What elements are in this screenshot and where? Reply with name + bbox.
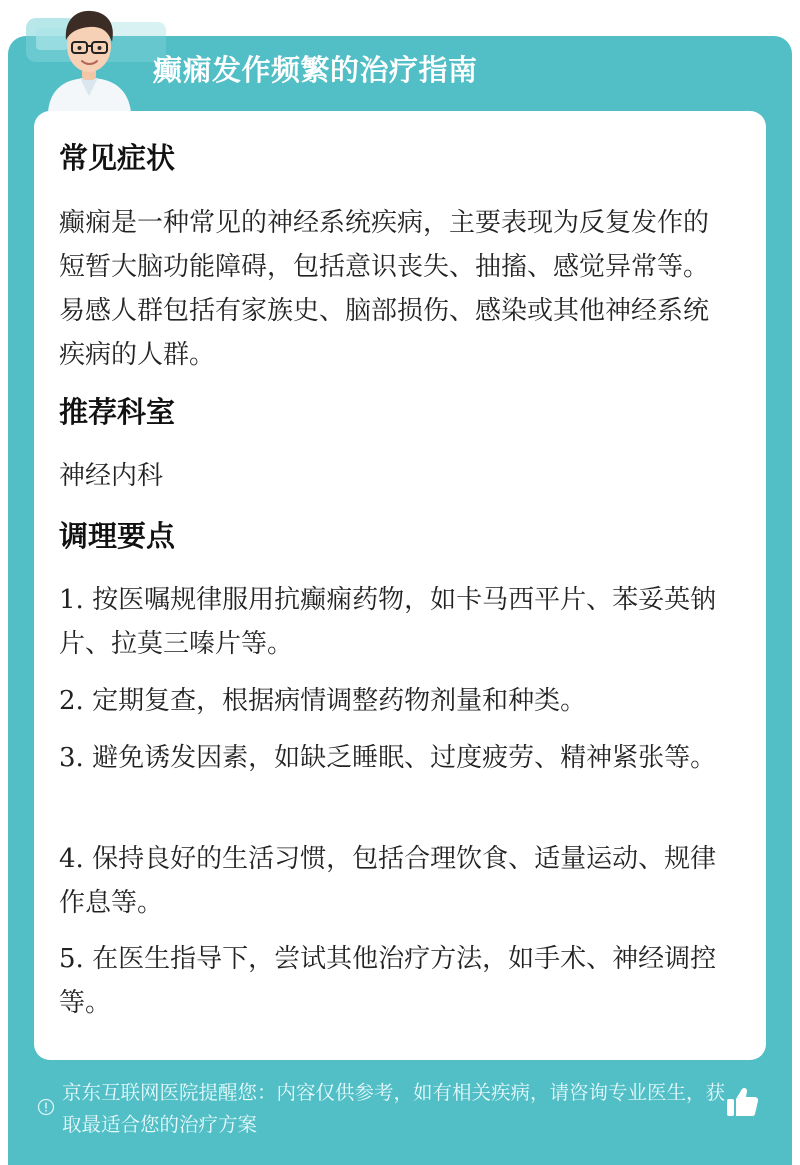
care-item	[59, 578, 731, 666]
care-item-text: 定期复查，根据病情调整药物剂量和种类。	[92, 686, 587, 716]
care-item-number: 4.	[59, 844, 84, 874]
department-text: 神经内科	[59, 461, 164, 491]
care-item-text: 保持良好的生活习惯，包括合理饮食、适量运动、规律作息等。	[59, 844, 717, 918]
care-item	[59, 937, 731, 1025]
thumbs-up-icon[interactable]	[724, 1084, 760, 1120]
care-item-text: 避免诱发因素，如缺乏睡眠、过度疲劳、精神紧张等。	[92, 743, 717, 773]
info-icon	[37, 1098, 55, 1116]
section-title-symptoms: 常见症状	[59, 141, 176, 175]
section-title-department: 推荐科室	[59, 395, 176, 429]
disclaimer-notice: 京东互联网医院提醒您：内容仅供参考，如有相关疾病，请咨询专业医生，获取最适合您的治疗方案	[62, 1081, 726, 1136]
care-item	[59, 736, 731, 780]
symptoms-text: 癫痫是一种常见的神经系统疾病，主要表现为反复发作的短暂大脑功能障碍，包括意识丧失、抽搐、感觉异常等。易感人群包括有家族史、脑部损伤、感染或其他神经系统疾病的人群。	[59, 208, 710, 370]
care-item-number: 2.	[59, 686, 84, 716]
care-item-number: 3.	[59, 743, 84, 773]
section-title-care: 调理要点	[59, 519, 176, 553]
doctor-avatar	[42, 0, 137, 112]
page-title: 癫痫发作频繁的治疗指南	[153, 53, 478, 87]
care-item	[59, 679, 731, 723]
care-item-text: 按医嘱规律服用抗癫痫药物，如卡马西平片、苯妥英钠片、拉莫三嗪片等。	[59, 585, 717, 659]
care-item-text: 在医生指导下，尝试其他治疗方法，如手术、神经调控等。	[59, 944, 717, 1018]
content-card	[34, 111, 766, 1060]
care-item-number: 5.	[59, 944, 84, 974]
care-item-number: 1.	[59, 585, 84, 615]
care-item	[59, 837, 731, 925]
